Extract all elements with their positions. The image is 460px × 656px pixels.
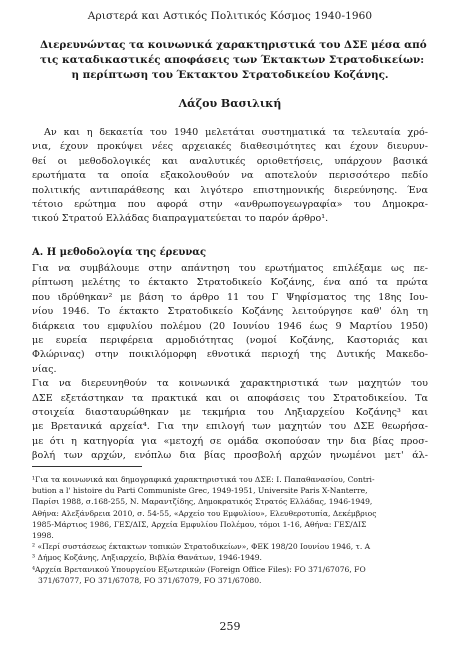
text-line: Φλώρινας) στην ποικιλόμορφη εθνοτικά περιοχή της Δυτικής Μακεδο- <box>32 349 428 361</box>
text-line: τικού Στρατού Ελλάδας διαπραγματεύεται το παρόν άρθρο¹. <box>32 213 329 225</box>
text-line: με ότι η κατηγορία για «μετοχή σε ομάδα σκοπούσαν την δια βίας προσ- <box>32 435 428 447</box>
footnote-line: Παρίσι 1988, σ.168-255, Ν. Μαραντζίδης, Δημοκρατικός Στρατός Ελλάδας, 1946-1949, <box>32 497 373 507</box>
footnote-line: ⁴Αρχεία Βρετανικού Υπουργείου Εξωτερικών (Foreign Office Files): FO 371/67076, FO <box>32 564 366 574</box>
title-line: τις καταδικαστικές αποφάσεις των Έκτακτων Στρατοδικείων: <box>40 54 425 66</box>
text-line: με ευρεία περιφέρεια αρμοδιότητας (νομοί Κοζάνης, Καστοριάς και <box>32 334 428 346</box>
article-title <box>40 38 427 83</box>
text-line: πολιτικής αντιπαράθεσης και λιγότερο επιστημονικής διερεύνησης. Ένα <box>32 184 428 196</box>
text-line: με Βρετανικά αρχεία⁴. Για την επιλογή των μαχητών του ΔΣΕ θεωρήσα- <box>32 421 428 433</box>
footnote-line: ³ Δήμος Κοζάνης, Ληξιαρχείο, Βιβλία Θανάτων, 1946-1949. <box>32 553 262 563</box>
intro-paragraph <box>32 126 428 227</box>
footnote-line: Αθήνα: Αλεξάνδρεια 2010, σ. 54-55, «Αρχείο του Εμφυλίου», Ελευθεροτυπία, Δεκέμβριος <box>32 508 377 518</box>
footnote-divider <box>32 466 142 467</box>
text-line: θεί οι μεθοδολογικές και αναλυτικές οριοθετήσεις, υπάρχουν βασικά <box>32 155 428 167</box>
text-line: νίου 1946. Το έκτακτο Στρατοδικείο Κοζάνης λειτούργησε καθ' όλη τη <box>32 306 428 318</box>
text-line: ερωτήματα τα οποία εξακολουθούν να αποτελούν περισσότερο πεδίο <box>32 170 428 182</box>
method-paragraph <box>32 262 428 463</box>
text-line: βολή των αρχών, ενόπλω δια βίας προσβολή αρχών ηνωμένοι μετ' άλ- <box>32 450 428 462</box>
footnote-line: bution a l' histoire du Parti Communiste Grec, 1949-1951, Universite Paris X-Nanterre, <box>32 486 368 496</box>
footnote-line: 1985-Μάρτιος 1986, ΓΕΣ/ΔΙΣ, Αρχεία Εμφυλίου Πολέμου, τόμοι 1-16, Αθήνα: ΓΕΣ/ΔΙΣ <box>32 519 367 529</box>
page-number: 259 <box>219 620 241 633</box>
text-line: Αν και η δεκαετία του 1940 μελετάται συστηματικά τα τελευταία χρό- <box>44 127 428 138</box>
text-line: ρίπτωση μελέτης το έκτακτο Στρατοδικείο Κοζάνης, ένα από τα πρώτα <box>32 277 428 289</box>
text-line: τέτοιο ερώτημα που αφορά στην «ανθρωπογεωγραφία» του Δημοκρα- <box>32 198 428 210</box>
title-line: η περίπτωση του Έκτακτου Στρατοδικείου Κοζάνης. <box>71 69 389 81</box>
section-heading: Α. Η μεθοδολογία της έρευνας <box>32 247 207 258</box>
footnotes <box>32 474 428 586</box>
text-line: στοιχεία διασταυρώθηκαν με τεκμήρια του Ληξιαρχείου Κοζάνης³ και <box>32 406 428 418</box>
text-line: ΔΣΕ εξετάστηκαν τα πρακτικά και οι αποφάσεις του Στρατοδικείου. Τα <box>32 392 428 404</box>
running-head: Αριστερά και Αστικός Πολιτικός Κόσμος 1940-1960 <box>87 10 373 22</box>
text-line: νίας. <box>32 363 57 375</box>
footnote-line: ² «Περί συστάσεως έκτακτων τοπικών Στρατοδικείων», ΦΕΚ 198/20 Ιουνίου 1946, τ. Α <box>32 542 371 552</box>
text-line: που ιδρύθηκαν² με βάση το άρθρο 11 του Γ Ψηφίσματος της 18ης Ιου- <box>32 291 428 303</box>
author-name: Λάζου Βασιλική <box>178 97 282 110</box>
footnote-line: 1998. <box>32 530 54 540</box>
text-line: Για να συμβάλουμε στην απάντηση του ερωτήματος επιλέξαμε ως πε- <box>32 263 428 274</box>
title-line: Διερευνώντας τα κοινωνικά χαρακτηριστικά του ΔΣΕ μέσα από <box>40 39 427 51</box>
text-line: νια, έχουν προκύψει νέες αρχειακές διαθεσιμότητες και έχουν διευρυν- <box>32 141 428 153</box>
text-line: Για να διερευνηθούν τα κοινωνικά χαρακτηριστικά των μαχητών του <box>32 378 428 390</box>
text-line: διάρκεια του εμφυλίου πολέμου (20 Ιουνίου 1946 έως 9 Μαρτίου 1950) <box>32 320 428 332</box>
footnote-line: 371/67077, FO 371/67078, FO 371/67079, FO 371/67080. <box>38 575 262 585</box>
footnote-line: ¹Για τα κοινωνικά και δημογραφικά χαρακτηριστικά του ΔΣΕ: Ι. Παπαθανασίου, Contri- <box>32 475 375 484</box>
